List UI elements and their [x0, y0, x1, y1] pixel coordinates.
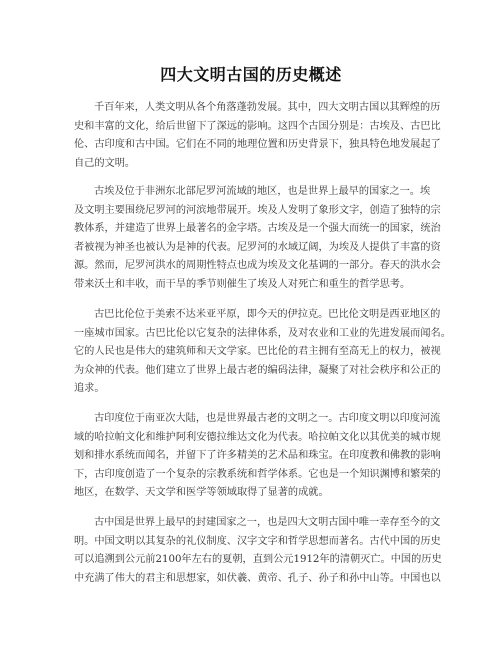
paragraph-line: 中充满了伟大的君主和思想家，如伏羲、黄帝、孔子、孙子和孙中山等。中国也以 [74, 572, 441, 584]
paragraph-line: 明。中国文明以其复杂的礼仪制度、汉字文字和哲学思想而著名。古代中国的历史 [74, 535, 441, 547]
paragraph-babylon [74, 306, 451, 399]
paragraph-line: 域的哈拉帕文化和维护阿利安德拉维达文化为代表。哈拉帕文化以其优美的城市规 [74, 431, 441, 443]
paragraph-intro [74, 99, 441, 173]
paragraph-line: 划和排水系统而闻名，并留下了许多精美的艺术品和珠宝。在印度教和佛教的影响 [74, 450, 441, 462]
paragraph-line: 可以追溯到公元前2100年左右的夏朝，直到公元1912年的清朝灭亡。中国的历史 [74, 554, 442, 566]
paragraph-line: 千百年来，人类文明从各个角落蓬勃发展。其中，四大文明古国以其辉煌的历 [94, 102, 441, 113]
paragraph-line: 一座城市国家。古巴比伦以它复杂的法律体系，及对农业和工业的先进发展而闻名。 [74, 327, 451, 339]
paragraph-line: 古埃及位于非洲东北部尼罗河流域的地区，也是世界上最早的国家之一。埃 [94, 186, 431, 197]
paragraph-line: 者被视为神圣也被认为是神的代表。尼罗河的水域辽阔，为埃及人提供了丰富的资 [74, 241, 441, 253]
paragraph-line: 古印度位于南亚次大陆，也是世界最古老的文明之一。古印度文明以印度河流 [94, 413, 441, 424]
paragraph-line: 追求。 [74, 383, 105, 395]
paragraph-egypt [74, 183, 441, 295]
paragraph-line: 古巴比伦位于美索不达米亚平原，即今天的伊拉克。巴比伦文明是西亚地区的 [94, 309, 441, 320]
paragraph-line: 教体系，并建造了世界上最著名的金字塔。古埃及是一个强大而统一的国家，统治 [74, 223, 441, 235]
paragraph-line: 它的人民也是伟大的建筑师和天文学家。巴比伦的君主拥有至高无上的权力，被视 [74, 346, 441, 358]
paragraph-line: 史和丰富的文化，给后世留下了深远的影响。这四个古国分别是：古埃及、古巴比 [74, 120, 441, 132]
paragraph-line: 为众神的代表。他们建立了世界上最古老的编码法律，凝聚了对社会秩序和公正的 [74, 364, 441, 376]
paragraph-india [74, 410, 441, 503]
paragraph-line: 下，古印度创造了一个复杂的宗教系统和哲学体系。它也是一个知识渊博和繁荣的 [74, 468, 441, 480]
paragraph-line: 地区，在数学、天文学和医学等领域取得了显著的成就。 [74, 487, 329, 499]
page-title: 四大文明古国的历史概述 [160, 65, 342, 84]
paragraph-line: 伦、古印度和古中国。它们在不同的地理位置和历史背景下，独具特色地发展起了 [74, 139, 441, 151]
paragraph-line: 及文明主要围绕尼罗河的河滨地带展开。埃及人发明了象形文字，创造了独特的宗 [74, 204, 441, 216]
paragraph-line: 自己的文明。 [74, 157, 136, 169]
paragraph-line: 源。然而，尼罗河洪水的周期性特点也成为埃及文化基调的一部分。春天的洪水会 [74, 260, 441, 272]
paragraph-line: 带来沃土和丰收，而干旱的季节则催生了埃及人对死亡和重生的哲学思考。 [74, 278, 411, 290]
paragraph-line: 古中国是世界上最早的封建国家之一，也是四大文明古国中唯一幸存至今的文 [94, 517, 441, 528]
paragraph-china [74, 514, 442, 588]
